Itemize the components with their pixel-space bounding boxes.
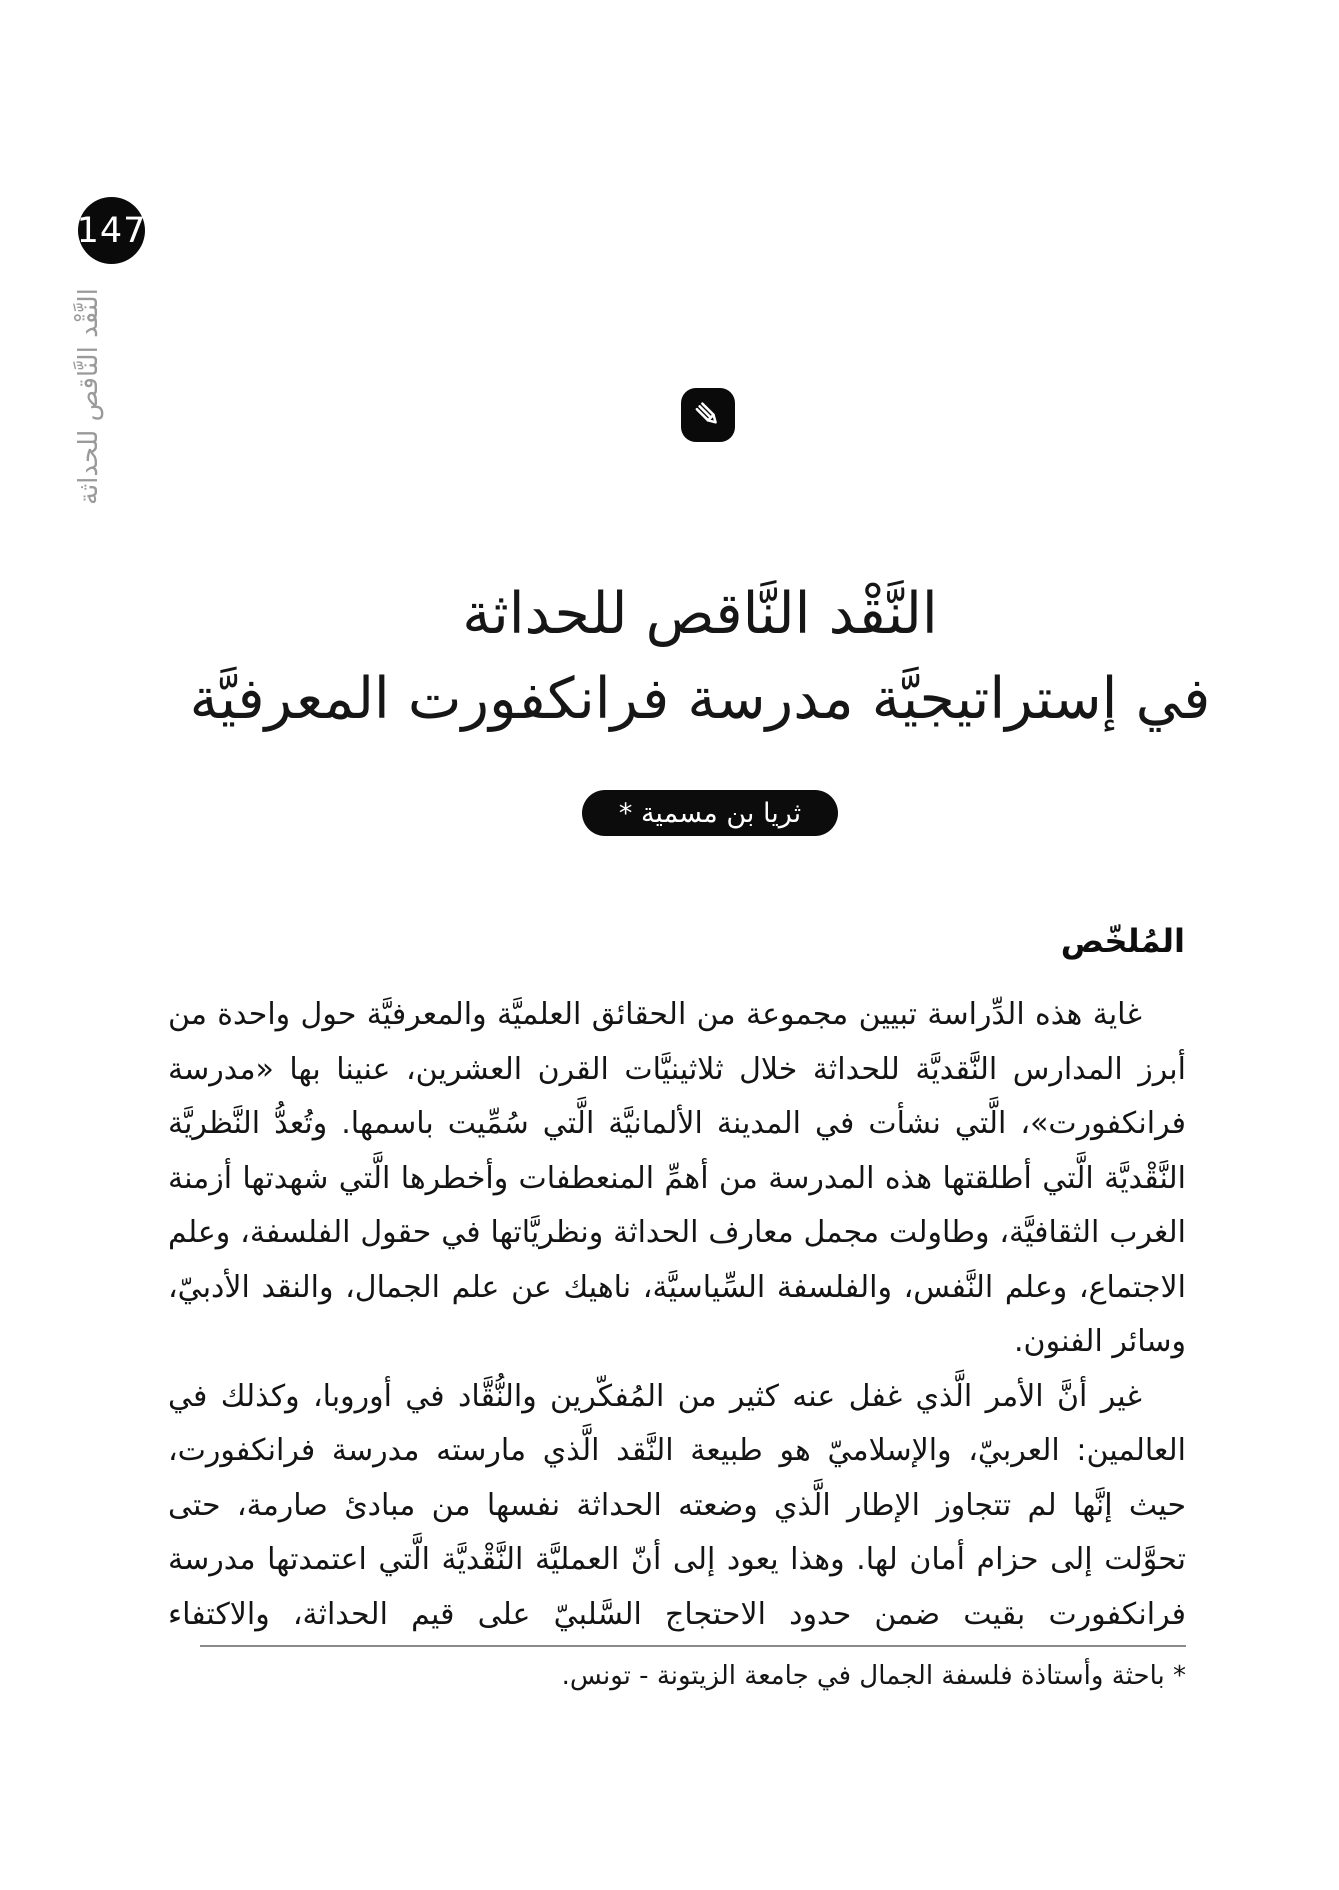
footnote-text: * باحثة وأستاذة فلسفة الجمال في جامعة الزيتونة - تونس. — [561, 1661, 1186, 1691]
page-number: 147 — [76, 210, 147, 251]
author-badge — [582, 790, 838, 836]
author-name: ثريا بن مسمية * — [618, 797, 802, 829]
footnote-divider — [200, 1645, 1186, 1647]
abstract-paragraph: غاية هذه الدِّراسة تبيين مجموعة من الحقائق العلميَّة والمعرفيَّة حول واحدة من أبرز المدارس النَّقديَّة للحداثة خلال ثلاثينيَّات القرن العشرين، عنينا بها «مدرسة فرانكفورت»، الَّتي نشأت في المدينة الألمانيَّة الَّتي سُمِّيت باسمها. وتُعدُّ النَّظريَّة النَّقْديَّة الَّتي أطلقتها هذه المدرسة من أهمِّ المنعطفات وأخطرها الَّتي شهدتها أزمنة الغرب الثقافيَّة، وطاولت مجمل معارف الحداثة ونظريَّاتها في حقول الفلسفة، وعلم الاجتماع، وعلم النَّفس، والفلسفة السِّياسيَّة، ناهيك عن علم الجمال، والنقد الأدبيّ، وسائر الفنون. — [168, 997, 1186, 1359]
abstract-body — [168, 988, 1186, 1642]
article-title — [120, 572, 1280, 742]
page-number-badge — [78, 197, 145, 264]
pencil-icon — [681, 388, 735, 442]
abstract-heading: المُلخّص — [1060, 922, 1185, 960]
abstract-paragraph: غير أنَّ الأمر الَّذي غفل عنه كثير من المُفكّرين والنُّقَّاد في أوروبا، وكذلك في العالمين: العربيّ، والإسلاميّ هو طبيعة النَّقد الَّذي مارسته مدرسة فرانكفورت، حيث إنَّها لم تتجاوز الإطار الَّذي وضعته الحداثة نفسها من مبادئ صارمة، حتى تحوَّلت إلى حزام أمان لها. وهذا يعود إلى أنّ العمليَّة النَّقْديَّة الَّتي اعتمدتها مدرسة فرانكفورت بقيت ضمن حدود الاحتجاج السَّلبيّ على قيم الحداثة، والاكتفاء — [168, 1378, 1186, 1632]
article-title-line1: النَّقْد النَّاقص للحداثة — [462, 581, 938, 647]
running-title-vertical: النَّقْد النَّاقص للحداثة — [74, 288, 104, 505]
article-title-line2: في إستراتيجيَّة مدرسة فرانكفورت المعرفيَّة — [189, 666, 1211, 732]
